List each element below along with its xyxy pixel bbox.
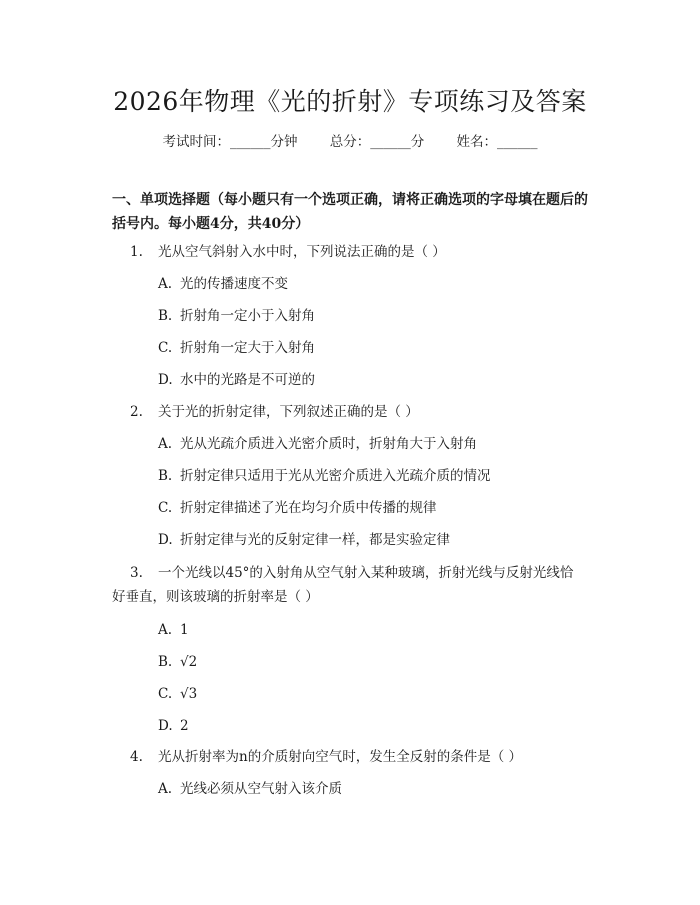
- question-text: 光从折射率为n的介质射向空气时，发生全反射的条件是（ ）: [158, 749, 522, 765]
- exam-time-field: 考试时间：______分钟: [162, 134, 298, 150]
- page-title: 2026年物理《光的折射》专项练习及答案: [113, 87, 587, 116]
- option-letter: A.: [158, 276, 173, 292]
- option-letter: B.: [158, 308, 173, 324]
- question-text: 关于光的折射定律，下列叙述正确的是（ ）: [158, 404, 419, 420]
- option-letter: A.: [158, 436, 173, 452]
- option-letter: C.: [158, 500, 173, 516]
- question-text-line-1: 一个光线以45°的入射角从空气射入某种玻璃，折射光线与反射光线恰: [158, 565, 574, 581]
- question-3-option-b: [158, 652, 197, 672]
- question-3: [130, 561, 600, 585]
- question-2: [130, 400, 590, 424]
- question-1-option-d: [158, 370, 315, 390]
- question-1-option-b: [158, 306, 315, 326]
- option-text: 水中的光路是不可逆的: [180, 372, 315, 388]
- question-4: [130, 745, 590, 769]
- question-3-continued: [112, 585, 592, 609]
- question-number: 1.: [130, 244, 143, 260]
- question-2-option-c: [158, 498, 437, 518]
- option-letter: B.: [158, 654, 173, 670]
- option-text: √2: [180, 654, 198, 670]
- option-text: 折射角一定小于入射角: [180, 308, 315, 324]
- option-text: 1: [180, 622, 189, 638]
- option-text: 折射定律与光的反射定律一样，都是实验定律: [180, 532, 450, 548]
- question-1-option-a: [158, 274, 288, 294]
- question-4-option-a: [158, 779, 342, 799]
- option-letter: D.: [158, 372, 173, 388]
- question-3-option-d: [158, 716, 189, 736]
- option-text: 光从光疏介质进入光密介质时，折射角大于入射角: [180, 436, 477, 452]
- question-3-option-c: [158, 684, 197, 704]
- option-letter: D.: [158, 532, 173, 548]
- question-2-option-b: [158, 466, 491, 486]
- question-2-option-a: [158, 434, 477, 454]
- option-text: 折射定律描述了光在均匀介质中传播的规律: [180, 500, 437, 516]
- exam-info: [0, 130, 700, 150]
- student-name-field: 姓名：______: [456, 134, 538, 150]
- question-number: 2.: [130, 404, 143, 420]
- option-text: 折射定律只适用于光从光密介质进入光疏介质的情况: [180, 468, 491, 484]
- option-letter: A.: [158, 781, 173, 797]
- question-3-option-a: [158, 620, 189, 640]
- question-text-line-2: 好垂直，则该玻璃的折射率是（ ）: [112, 589, 319, 605]
- question-1: [130, 240, 590, 264]
- section-heading: 一、单项选择题（每小题只有一个选项正确，请将正确选项的字母填在题后的括号内。每小题4分，共40分）: [112, 192, 588, 232]
- option-text: 折射角一定大于入射角: [180, 340, 315, 356]
- option-letter: A.: [158, 622, 173, 638]
- option-text: 2: [180, 718, 189, 734]
- total-score-field: 总分：______分: [329, 134, 425, 150]
- question-number: 4.: [130, 749, 143, 765]
- option-letter: C.: [158, 686, 173, 702]
- option-letter: B.: [158, 468, 173, 484]
- option-text: 光线必须从空气射入该介质: [180, 781, 342, 797]
- option-text: √3: [180, 686, 198, 702]
- question-text: 光从空气斜射入水中时，下列说法正确的是（ ）: [158, 244, 446, 260]
- question-1-option-c: [158, 338, 315, 358]
- option-letter: D.: [158, 718, 173, 734]
- option-letter: C.: [158, 340, 173, 356]
- question-number: 3.: [130, 565, 143, 581]
- option-text: 光的传播速度不变: [180, 276, 288, 292]
- question-2-option-d: [158, 530, 450, 550]
